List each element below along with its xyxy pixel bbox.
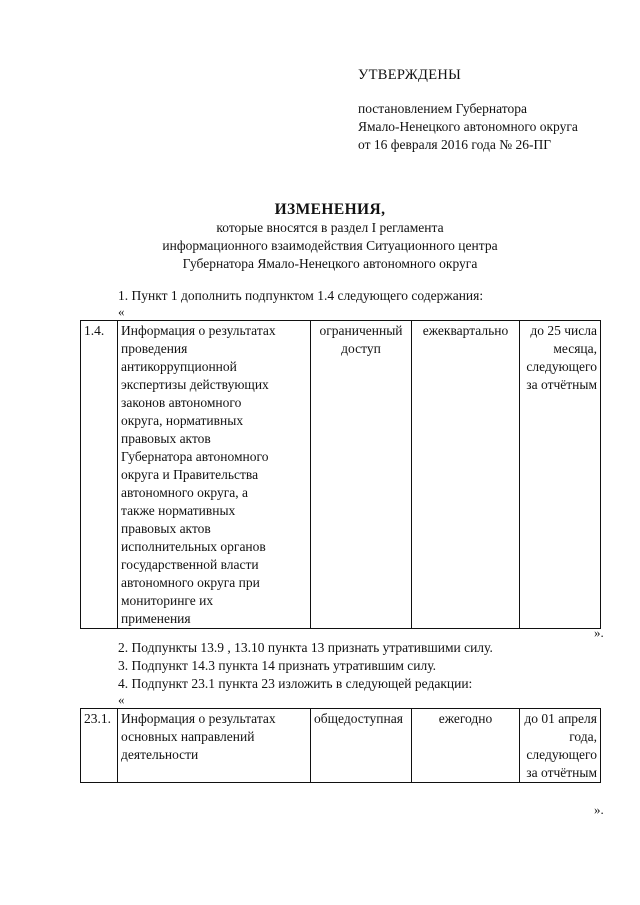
deadline-line: до 01 апреля bbox=[524, 711, 597, 726]
info-line: основных направлений bbox=[121, 729, 255, 744]
info-line: Информация о результатах bbox=[121, 323, 276, 338]
approval-line: постановлением Губернатора bbox=[358, 101, 527, 116]
access-line: ограниченный bbox=[319, 323, 403, 338]
document-title: ИЗМЕНЕНИЯ, bbox=[274, 201, 386, 218]
info-line: правовых актов bbox=[121, 431, 211, 446]
table-row bbox=[81, 321, 601, 629]
info-line: применения bbox=[121, 611, 191, 626]
deadline-line: за отчётным bbox=[526, 377, 597, 392]
info-line: округа и Правительства bbox=[121, 467, 259, 482]
row-number: 23.1. bbox=[81, 709, 118, 783]
title-subline: информационного взаимодействия Ситуационного центра bbox=[162, 238, 498, 253]
approval-block bbox=[358, 66, 628, 154]
document-title-block bbox=[60, 201, 600, 273]
row-access bbox=[311, 321, 412, 629]
deadline-line: месяца, bbox=[553, 341, 597, 356]
info-line: правовых актов bbox=[121, 521, 211, 536]
row-deadline bbox=[520, 321, 601, 629]
deadline-line: до 25 числа bbox=[530, 323, 597, 338]
approval-heading: УТВЕРЖДЕНЫ bbox=[358, 67, 462, 83]
item-4-close-quote: ». bbox=[594, 802, 604, 817]
row-access bbox=[311, 709, 412, 783]
approval-line: от 16 февраля 2016 года № 26-ПГ bbox=[358, 137, 551, 152]
item-1-close-quote: ». bbox=[594, 625, 604, 640]
access-line: доступ bbox=[341, 341, 381, 356]
row-info bbox=[118, 321, 311, 629]
item-2-text: 2. Подпункты 13.9 , 13.10 пункта 13 признать утратившими силу. bbox=[118, 640, 493, 655]
period-line: ежеквартально bbox=[422, 323, 509, 338]
deadline-line: следующего bbox=[526, 747, 597, 762]
item-4-text: 4. Подпункт 23.1 пункта 23 изложить в следующей редакции: bbox=[118, 676, 473, 691]
row-number: 1.4. bbox=[81, 321, 118, 629]
info-line: деятельности bbox=[121, 747, 199, 762]
table-row bbox=[81, 709, 601, 783]
approval-line: Ямало-Ненецкого автономного округа bbox=[358, 119, 578, 134]
info-line: автономного округа, а bbox=[121, 485, 248, 500]
info-line: мониторинге их bbox=[121, 593, 214, 608]
access-line: общедоступная bbox=[314, 711, 403, 726]
item-1-text: 1. Пункт 1 дополнить подпунктом 1.4 следующего содержания: bbox=[118, 288, 484, 303]
info-line: автономного округа при bbox=[121, 575, 260, 590]
deadline-line: за отчётным bbox=[526, 765, 597, 780]
info-line: также нормативных bbox=[121, 503, 236, 518]
item-3-text: 3. Подпункт 14.3 пункта 14 признать утратившим силу. bbox=[118, 658, 437, 673]
item-1-open-quote: « bbox=[118, 304, 125, 319]
item-4-table bbox=[80, 708, 601, 783]
period-line: ежегодно bbox=[438, 711, 493, 726]
info-line: исполнительных органов bbox=[121, 539, 266, 554]
info-line: государственной власти bbox=[121, 557, 259, 572]
info-line: законов автономного bbox=[121, 395, 242, 410]
item-1-table bbox=[80, 320, 601, 629]
info-line: Губернатора автономного bbox=[121, 449, 269, 464]
title-subline: которые вносятся в раздел I регламента bbox=[216, 220, 444, 235]
row-period bbox=[412, 321, 520, 629]
info-line: антикоррупционной bbox=[121, 359, 237, 374]
info-line: Информация о результатах bbox=[121, 711, 276, 726]
info-line: округа, нормативных bbox=[121, 413, 244, 428]
row-info bbox=[118, 709, 311, 783]
item-4-open-quote: « bbox=[118, 692, 125, 707]
deadline-line: года, bbox=[569, 729, 597, 744]
info-line: проведения bbox=[121, 341, 188, 356]
title-subline: Губернатора Ямало-Ненецкого автономного округа bbox=[182, 256, 478, 271]
info-line: экспертизы действующих bbox=[121, 377, 269, 392]
deadline-line: следующего bbox=[526, 359, 597, 374]
row-period bbox=[412, 709, 520, 783]
row-deadline bbox=[520, 709, 601, 783]
